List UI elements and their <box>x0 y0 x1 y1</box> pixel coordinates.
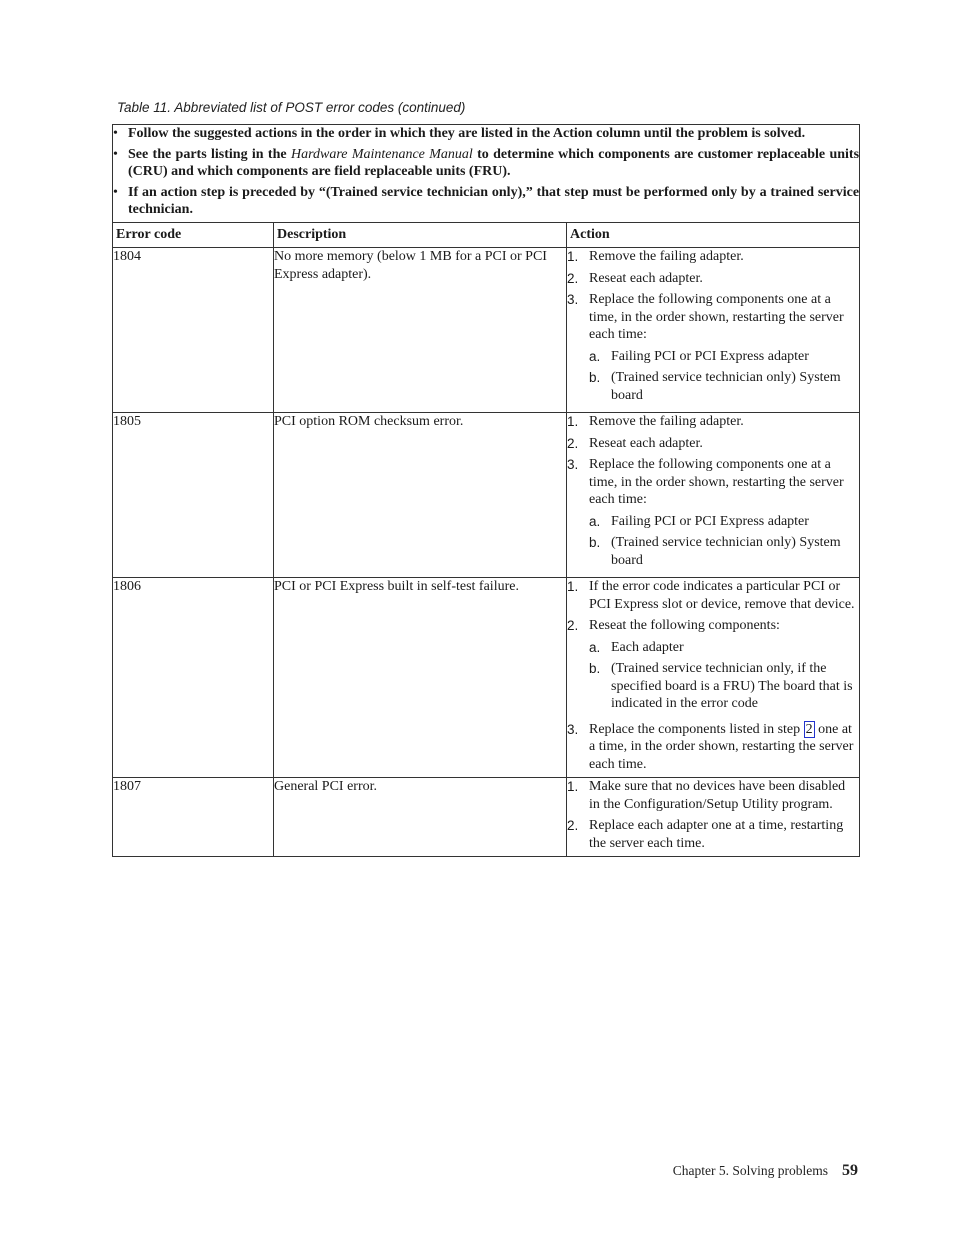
step-reference-link[interactable]: 2 <box>805 721 813 737</box>
bullet-icon: • <box>113 126 118 141</box>
table-header-row <box>113 222 860 248</box>
note-text: Follow the suggested actions in the order in which they are listed in the Action column until the problem is solved. <box>128 126 806 141</box>
action-substep: b. (Trained service technician only) System board <box>589 370 841 403</box>
note-text: If an action step is preceded by “(Trained service technician only),” that step must be performed only by a trained service technician. <box>128 184 860 217</box>
description-cell: PCI option ROM checksum error. <box>274 413 567 578</box>
action-substep: a. Failing PCI or PCI Express adapter <box>589 513 809 529</box>
table-row <box>113 248 860 413</box>
action-substep: a. Failing PCI or PCI Express adapter <box>589 348 809 364</box>
error-code-cell: 1807 <box>113 778 274 857</box>
error-code-cell: 1805 <box>113 413 274 578</box>
note-item <box>113 125 859 143</box>
action-step: 1. Remove the failing adapter. <box>567 249 744 264</box>
action-step: 1. If the error code indicates a particular PCI or PCI Express slot or device, remove that device. <box>567 579 855 612</box>
header-action: Action <box>567 222 860 248</box>
action-cell <box>567 778 860 857</box>
table-notes <box>113 125 860 223</box>
header-error-code: Error code <box>113 222 274 248</box>
action-step: 2. Replace each adapter one at a time, restarting the server each time. <box>567 818 844 851</box>
page-number: 59 <box>842 1162 858 1179</box>
action-step: 3. Replace the following components one at a time, in the order shown, restarting the server each time: a. Failing PCI or PCI Express adapter b. (Trained service technician only) System board <box>567 291 859 408</box>
note-text: See the parts listing in the Hardware Maintenance Manual to determine which components are customer replaceable units (CRU) and which components are field replaceable units (FRU). <box>128 146 860 179</box>
table-row <box>113 778 860 857</box>
action-step: 3. Replace the components listed in step 2 one at a time, in the order shown, restarting the server each time. <box>567 721 854 772</box>
action-step: 1. Make sure that no devices have been disabled in the Configuration/Setup Utility program. <box>567 779 846 812</box>
action-cell <box>567 578 860 778</box>
table-notes-row <box>113 125 860 223</box>
description-cell: General PCI error. <box>274 778 567 857</box>
action-step: 1. Remove the failing adapter. <box>567 414 744 429</box>
note-item <box>113 146 859 181</box>
description-cell: PCI or PCI Express built in self-test failure. <box>274 578 567 778</box>
action-cell <box>567 248 860 413</box>
table-caption: Table 11. Abbreviated list of POST error codes (continued) <box>117 100 466 115</box>
action-step: 2. Reseat the following components: a. Each adapter b. (Trained service technician only, if the specified board is a FRU) The board that is indicated in the error code <box>567 617 859 717</box>
action-substep: b. (Trained service technician only) System board <box>589 535 841 568</box>
page-footer <box>673 1162 858 1180</box>
note-item <box>113 184 859 219</box>
bullet-icon: • <box>113 146 118 162</box>
action-step: 2. Reseat each adapter. <box>567 270 703 286</box>
post-error-codes-table <box>112 124 860 857</box>
header-description: Description <box>274 222 567 248</box>
error-code-cell: 1804 <box>113 248 274 413</box>
error-code-cell: 1806 <box>113 578 274 778</box>
table-row <box>113 413 860 578</box>
description-cell: No more memory (below 1 MB for a PCI or PCI Express adapter). <box>274 248 567 413</box>
bullet-icon: • <box>113 184 118 200</box>
action-step: 3. Replace the following components one at a time, in the order shown, restarting the server each time: a. Failing PCI or PCI Express adapter b. (Trained service technician only) System board <box>567 456 859 573</box>
manual-title: Hardware Maintenance Manual <box>290 146 473 162</box>
chapter-title: Chapter 5. Solving problems <box>672 1163 828 1178</box>
action-step: 2. Reseat each adapter. <box>567 435 703 451</box>
action-substep: a. Each adapter <box>589 639 684 655</box>
table-row <box>113 578 860 778</box>
action-substep: b. (Trained service technician only, if the specified board is a FRU) The board that is indicated in the error code <box>589 661 853 711</box>
action-cell <box>567 413 860 578</box>
